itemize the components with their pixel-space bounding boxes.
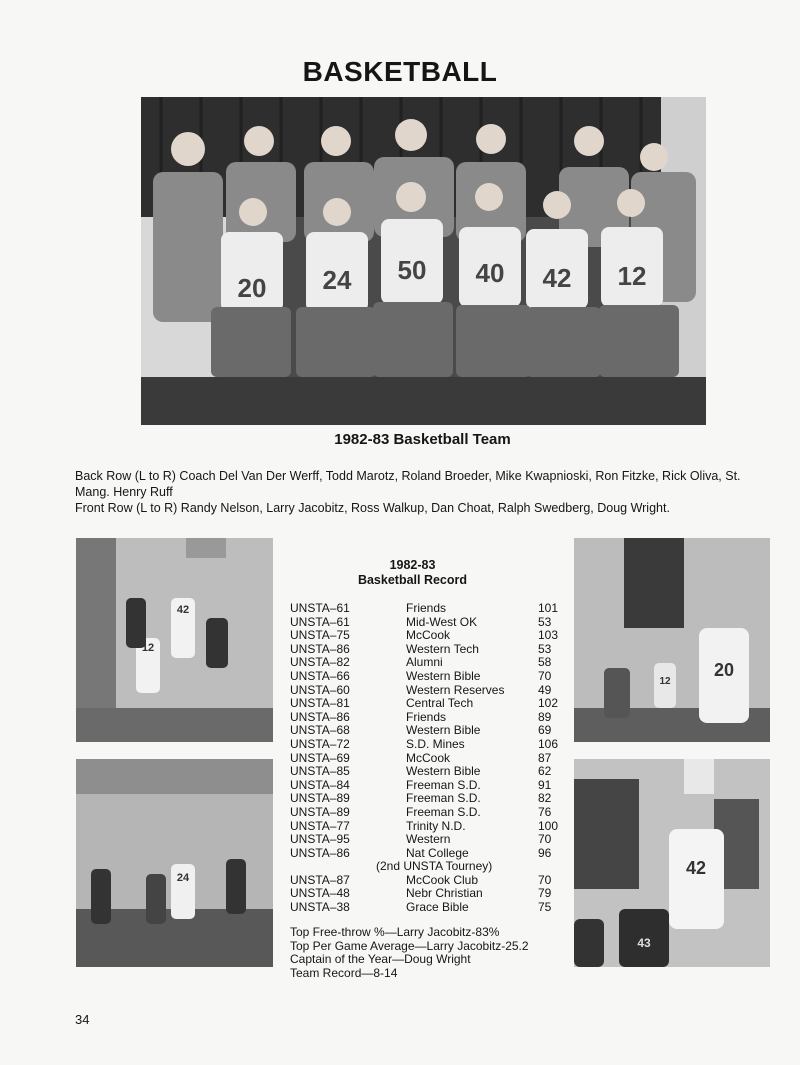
record-row xyxy=(290,887,578,901)
opponent-name: Western Bible xyxy=(406,668,481,683)
opponent-name: Trinity N.D. xyxy=(406,818,466,833)
opponent-score: 103 xyxy=(538,628,559,643)
jersey-number: 42 xyxy=(685,858,707,878)
unsta-score: UNSTA–85 xyxy=(290,764,350,779)
opponent-score: 76 xyxy=(538,804,552,819)
opponent-name: Western Bible xyxy=(406,723,481,738)
jersey-number: 12 xyxy=(617,261,647,291)
opponent-name: Freeman S.D. xyxy=(406,791,481,806)
opponent-score: 101 xyxy=(538,601,559,615)
opponent-name: Mid-West OK xyxy=(406,614,478,629)
team-photo-caption: 1982-83 Basketball Team xyxy=(334,431,511,448)
jersey-number: 42 xyxy=(176,604,190,616)
unsta-score: UNSTA–86 xyxy=(290,709,350,724)
tourney-note: (2nd UNSTA Tourney) xyxy=(376,859,493,874)
unsta-score: UNSTA–89 xyxy=(290,791,350,806)
opponent-name: Friends xyxy=(406,709,447,724)
opponent-name: Freeman S.D. xyxy=(406,804,481,819)
opponent-name: Grace Bible xyxy=(406,900,469,915)
record-row xyxy=(290,697,578,711)
unsta-score: UNSTA–61 xyxy=(290,614,350,629)
opponent-name: S.D. Mines xyxy=(406,736,465,751)
opponent-name: Western Reserves xyxy=(406,682,505,697)
jersey-number: 24 xyxy=(322,265,352,295)
record-row xyxy=(290,779,578,793)
opponent-score: 75 xyxy=(538,900,552,915)
opponent-score: 102 xyxy=(538,696,559,711)
jersey-number: 20 xyxy=(237,273,267,303)
action-photo-illustration xyxy=(76,538,273,742)
opponent-name: Western Bible xyxy=(406,764,481,779)
jersey-number: 12 xyxy=(141,642,155,654)
opponent-name: Western xyxy=(406,832,451,847)
record-row xyxy=(290,616,578,630)
unsta-score: UNSTA–95 xyxy=(290,832,350,847)
opponent-name: McCook Club xyxy=(406,872,479,887)
opponent-name: McCook xyxy=(406,628,451,643)
record-row xyxy=(290,792,578,806)
opponent-score: 89 xyxy=(538,709,552,724)
back-row-names: Back Row (L to R) Coach Del Van Der Werff, Todd Marotz, Roland Broeder, Mike Kwapnioski, Ron Fitzke, Rick Oliva, St. Mang. Henry Ruff xyxy=(75,469,741,499)
unsta-score: UNSTA–60 xyxy=(290,682,350,697)
opponent-name: McCook xyxy=(406,750,451,765)
record-row xyxy=(290,643,578,657)
action-photo-top-left xyxy=(76,538,273,742)
record-row xyxy=(290,724,578,738)
opponent-name: Friends xyxy=(406,601,447,615)
opponent-name: Alumni xyxy=(406,655,443,670)
opponent-score: 82 xyxy=(538,791,552,806)
opponent-score: 70 xyxy=(538,668,552,683)
opponent-score: 58 xyxy=(538,655,552,670)
record-row xyxy=(290,738,578,752)
unsta-score: UNSTA–84 xyxy=(290,777,350,792)
opponent-name: Nebr Christian xyxy=(406,886,483,901)
opponent-score: 100 xyxy=(538,818,559,833)
unsta-score: UNSTA–77 xyxy=(290,818,350,833)
opponent-score: 70 xyxy=(538,832,552,847)
opponent-name: Central Tech xyxy=(406,696,474,711)
record-row xyxy=(290,833,578,847)
record-note-row xyxy=(290,860,578,874)
stat-free-throw: Top Free-throw %—Larry Jacobitz-83% xyxy=(290,925,500,939)
record-row xyxy=(290,629,578,643)
opponent-name: Freeman S.D. xyxy=(406,777,481,792)
jersey-number: 43 xyxy=(637,936,651,950)
record-title xyxy=(290,558,535,588)
unsta-score: UNSTA–72 xyxy=(290,736,350,751)
unsta-score: UNSTA–86 xyxy=(290,845,350,860)
team-photo-illustration xyxy=(141,97,706,425)
team-photo xyxy=(141,97,706,425)
opponent-score: 70 xyxy=(538,872,552,887)
opponent-score: 106 xyxy=(538,736,559,751)
record-row xyxy=(290,901,578,915)
action-photo-illustration xyxy=(574,538,770,742)
jersey-number: 12 xyxy=(659,676,671,687)
opponent-name: Western Tech xyxy=(406,641,479,656)
jersey-number: 50 xyxy=(397,255,427,285)
unsta-score: UNSTA–82 xyxy=(290,655,350,670)
opponent-score: 91 xyxy=(538,777,552,792)
jersey-number: 40 xyxy=(475,258,505,288)
record-row xyxy=(290,847,578,861)
record-row xyxy=(290,806,578,820)
action-photo-bottom-right xyxy=(574,759,770,967)
opponent-score: 53 xyxy=(538,641,552,656)
unsta-score: UNSTA–75 xyxy=(290,628,350,643)
record-row xyxy=(290,684,578,698)
page-number: 34 xyxy=(75,1012,90,1027)
unsta-score: UNSTA–69 xyxy=(290,750,350,765)
action-photo-bottom-left xyxy=(76,759,273,967)
opponent-score: 96 xyxy=(538,845,552,860)
unsta-score: UNSTA–86 xyxy=(290,641,350,656)
record-row xyxy=(290,820,578,834)
unsta-score: UNSTA–89 xyxy=(290,804,350,819)
record-season: 1982-83 xyxy=(389,558,436,572)
opponent-score: 69 xyxy=(538,723,552,738)
record-row xyxy=(290,670,578,684)
jersey-number: 24 xyxy=(176,872,190,884)
unsta-score: UNSTA–66 xyxy=(290,668,350,683)
stat-team-record: Team Record—8-14 xyxy=(290,965,398,980)
unsta-score: UNSTA–48 xyxy=(290,886,350,901)
record-heading: Basketball Record xyxy=(357,573,468,587)
page-title: BASKETBALL xyxy=(302,56,498,87)
action-photo-top-right xyxy=(574,538,770,742)
opponent-score: 79 xyxy=(538,886,552,901)
unsta-score: UNSTA–61 xyxy=(290,601,350,615)
opponent-score: 87 xyxy=(538,750,552,765)
stat-per-game: Top Per Game Average—Larry Jacobitz-25.2 xyxy=(290,938,529,953)
record-row xyxy=(290,765,578,779)
action-photo-illustration xyxy=(574,759,770,967)
opponent-name: Nat College xyxy=(406,845,469,860)
record-row xyxy=(290,602,578,616)
stat-captain: Captain of the Year—Doug Wright xyxy=(290,952,471,967)
unsta-score: UNSTA–68 xyxy=(290,723,350,738)
roster-text xyxy=(75,468,775,516)
action-photo-illustration xyxy=(76,759,273,967)
opponent-score: 62 xyxy=(538,764,552,779)
unsta-score: UNSTA–87 xyxy=(290,872,350,887)
record-row xyxy=(290,874,578,888)
opponent-score: 49 xyxy=(538,682,552,697)
jersey-number: 42 xyxy=(542,263,572,293)
record-table xyxy=(290,602,578,915)
unsta-score: UNSTA–38 xyxy=(290,900,350,915)
season-stats xyxy=(290,926,529,980)
front-row-names: Front Row (L to R) Randy Nelson, Larry Jacobitz, Ross Walkup, Dan Choat, Ralph Swedberg, Doug Wright. xyxy=(75,501,670,515)
record-row xyxy=(290,656,578,670)
jersey-number: 20 xyxy=(713,660,735,680)
record-row xyxy=(290,752,578,766)
record-row xyxy=(290,711,578,725)
opponent-score: 53 xyxy=(538,614,552,629)
unsta-score: UNSTA–81 xyxy=(290,696,350,711)
